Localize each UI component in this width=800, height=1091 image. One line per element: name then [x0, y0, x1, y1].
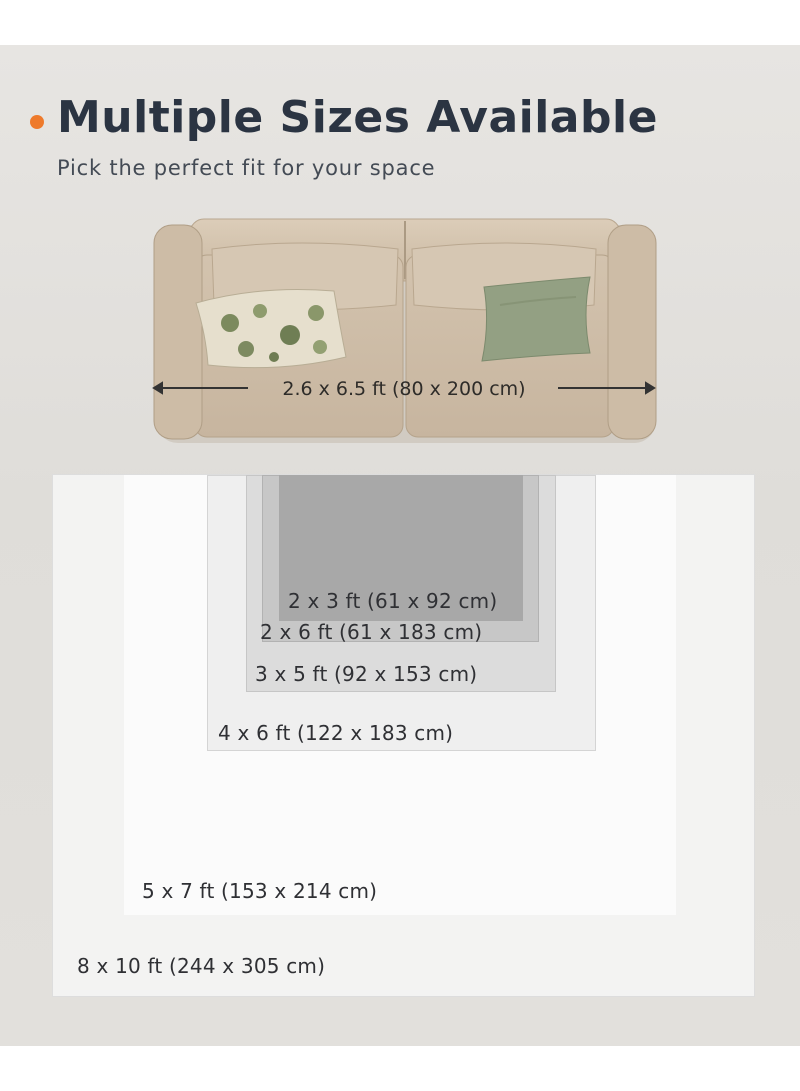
- rug-label-2x3: 2 x 3 ft (61 x 92 cm): [288, 589, 498, 613]
- rug-label-2x6: 2 x 6 ft (61 x 183 cm): [260, 620, 483, 644]
- floral-pillow-icon: [196, 290, 346, 368]
- page-subtitle: Pick the perfect fit for your space: [57, 156, 436, 180]
- green-pillow-icon: [482, 277, 590, 361]
- sofa-dimension-label: 2.6 x 6.5 ft (80 x 200 cm): [282, 378, 526, 400]
- page-title: Multiple Sizes Available: [57, 92, 658, 143]
- sofa-graphic: [150, 215, 658, 445]
- rug-label-5x7: 5 x 7 ft (153 x 214 cm): [142, 879, 378, 903]
- sofa-illustration: [150, 215, 658, 445]
- rug-label-4x6: 4 x 6 ft (122 x 183 cm): [218, 721, 454, 745]
- rug-label-8x10: 8 x 10 ft (244 x 305 cm): [77, 954, 326, 978]
- rug-label-3x5: 3 x 5 ft (92 x 153 cm): [255, 662, 478, 686]
- bullet-dot-icon: [30, 115, 44, 129]
